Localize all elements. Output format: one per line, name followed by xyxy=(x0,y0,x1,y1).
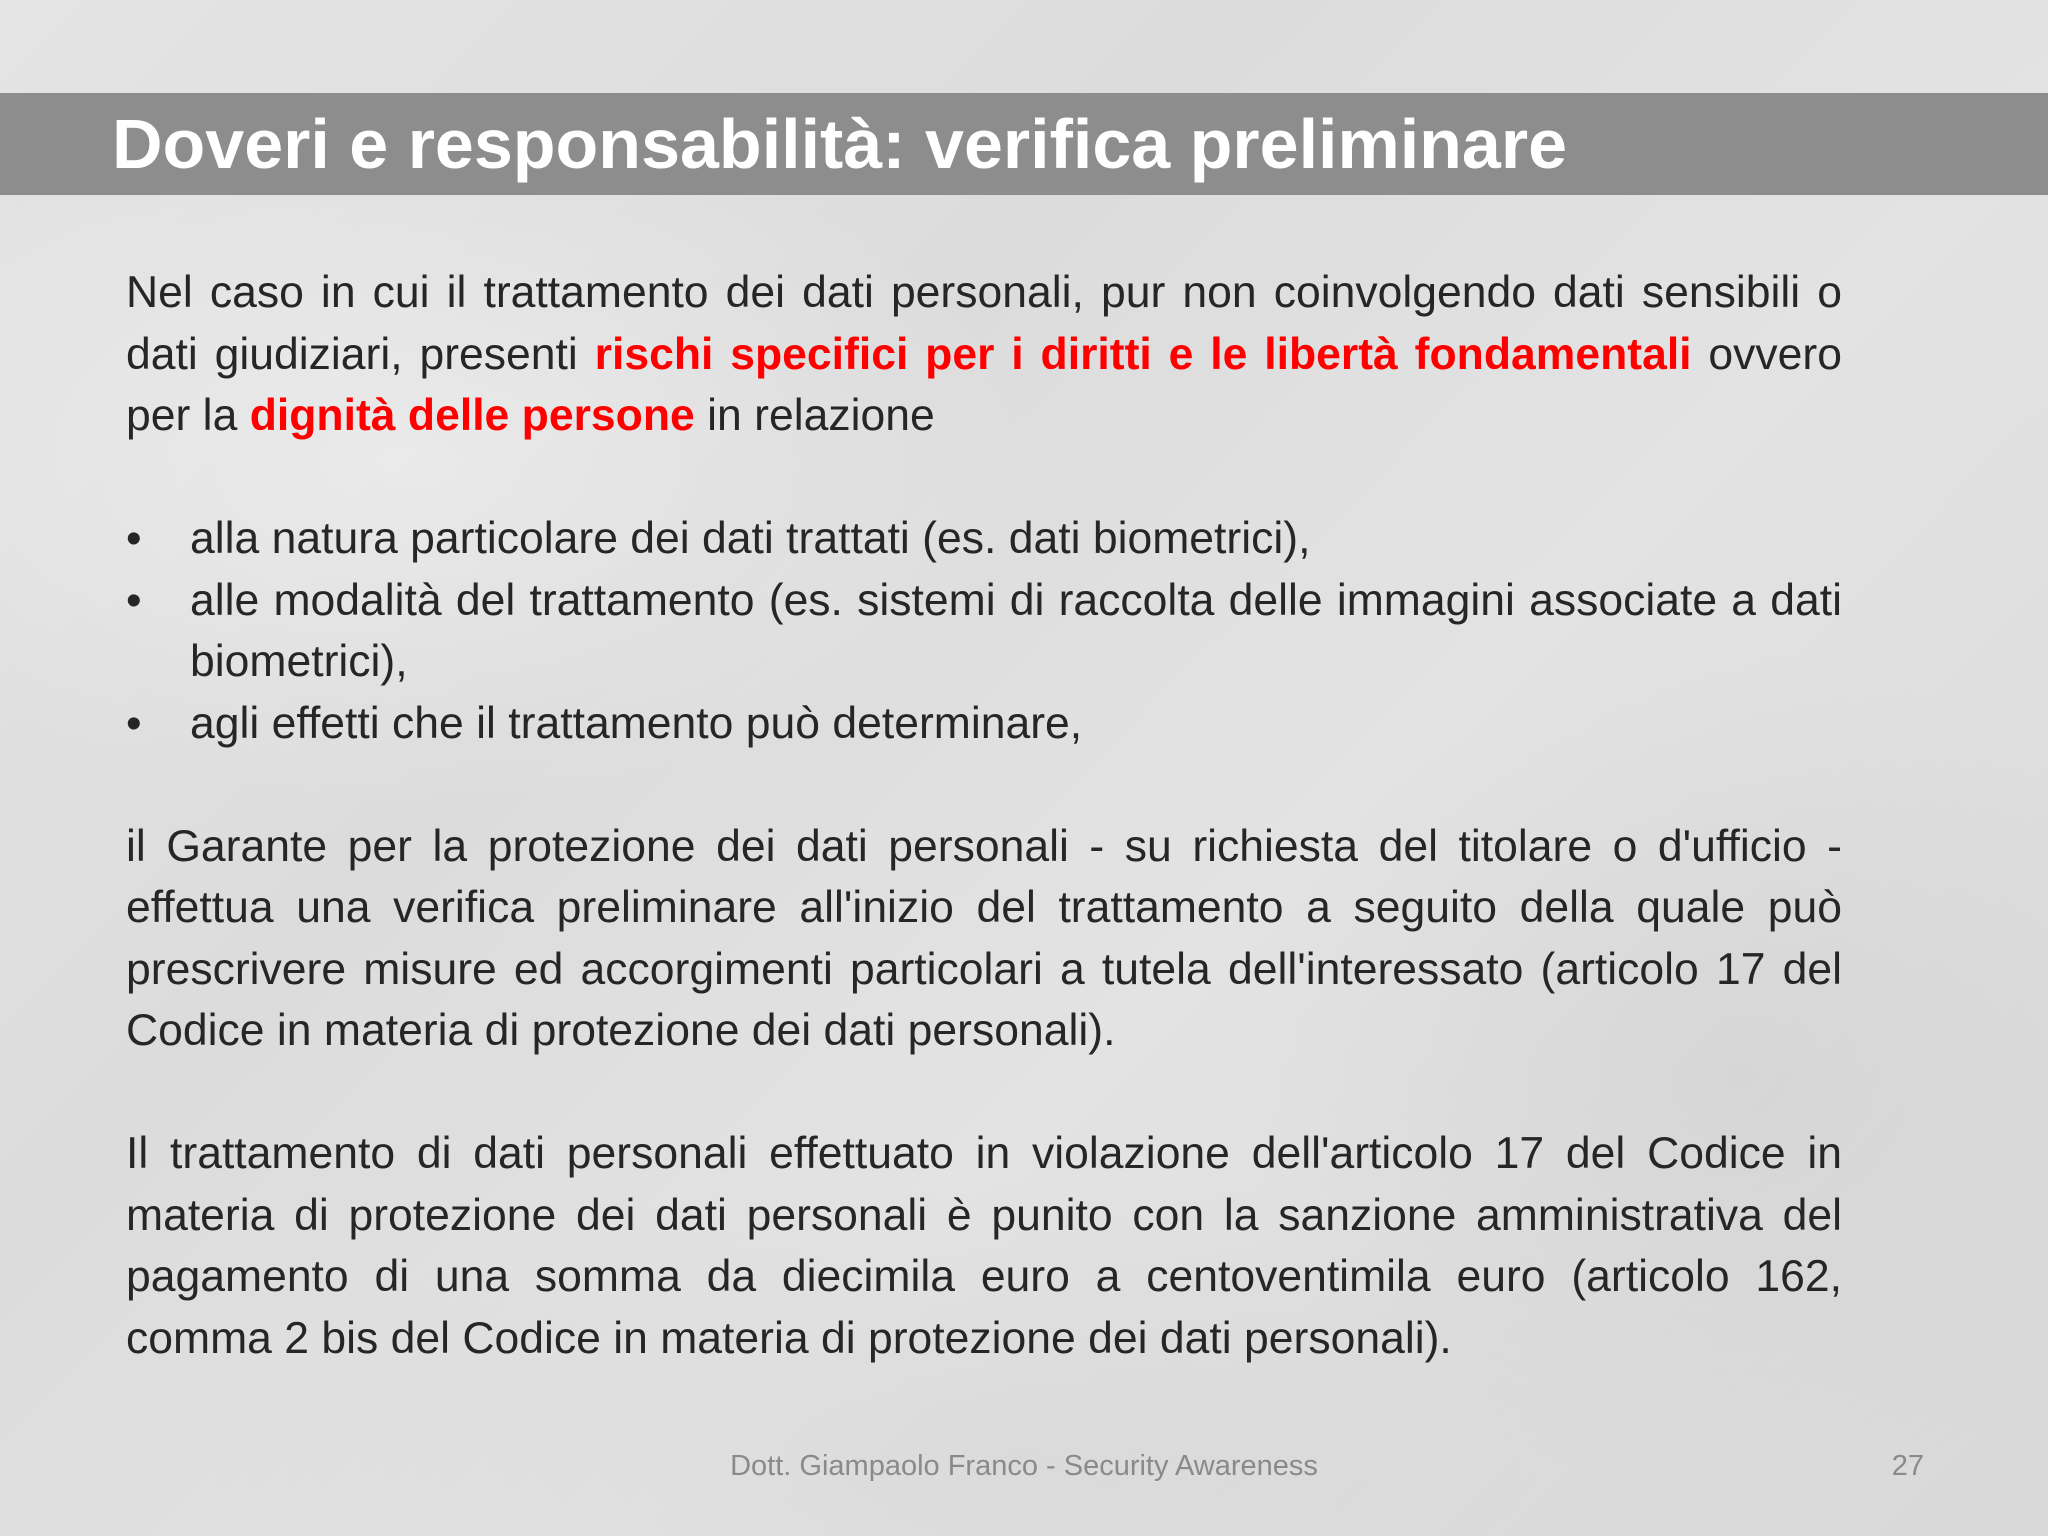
bullet-text: alle modalità del trattamento (es. sistemi di raccolta delle immagini associate a dati biometrici), xyxy=(190,575,1842,686)
footer-author: Dott. Giampaolo Franco - Security Awareness xyxy=(730,1450,1318,1482)
highlight-specific-risks: rischi specifici per i diritti e le libertà fondamentali xyxy=(594,329,1692,379)
bullet-text: agli effetti che il trattamento può determinare, xyxy=(190,698,1083,748)
slide-content xyxy=(126,262,1842,1369)
intro-text-2: ovvero per la xyxy=(126,329,1842,440)
sanction-paragraph: Il trattamento di dati personali effettuato in violazione dell'articolo 17 del Codice in materia di protezione dei dati personali è punito con la sanzione amministrativa del pagamento di una somma da diecimila euro a centoventimila euro (articolo 162, comma 2 bis del Codice in materia di protezione dei dati personali). xyxy=(126,1129,1842,1363)
list-item xyxy=(126,508,1842,570)
bullet-text: alla natura particolare dei dati trattati (es. dati biometrici), xyxy=(190,514,1311,563)
slide-title: Doveri e responsabilità: verifica preliminare xyxy=(112,105,1568,183)
intro-text-1: Nel caso in cui il trattamento dei dati personali, pur non coinvolgendo dati sensibili o dati giudiziari, presenti xyxy=(126,268,1842,379)
list-item xyxy=(126,693,1842,755)
bullet-icon: • xyxy=(126,514,142,563)
intro-text-3: in relazione xyxy=(694,391,935,440)
highlight-human-dignity: dignità delle persone xyxy=(249,391,695,440)
intro-paragraph xyxy=(126,262,1842,447)
list-item xyxy=(126,570,1842,693)
page-number: 27 xyxy=(1891,1450,1924,1482)
bullet-icon: • xyxy=(126,575,142,625)
spacer xyxy=(126,1062,1842,1124)
title-bar xyxy=(0,93,2048,195)
garante-paragraph: il Garante per la protezione dei dati personali - su richiesta del titolare o d'ufficio - effettua una verifica preliminare all'inizio del trattamento a seguito della quale può prescrivere misure ed accorgimenti particolari a tutela dell'interessato (articolo 17 del Codice in materia di protezione dei dati personali). xyxy=(126,821,1842,1055)
bullet-icon: • xyxy=(126,698,142,748)
spacer xyxy=(126,447,1842,509)
bullet-list xyxy=(126,508,1842,754)
spacer xyxy=(126,754,1842,816)
